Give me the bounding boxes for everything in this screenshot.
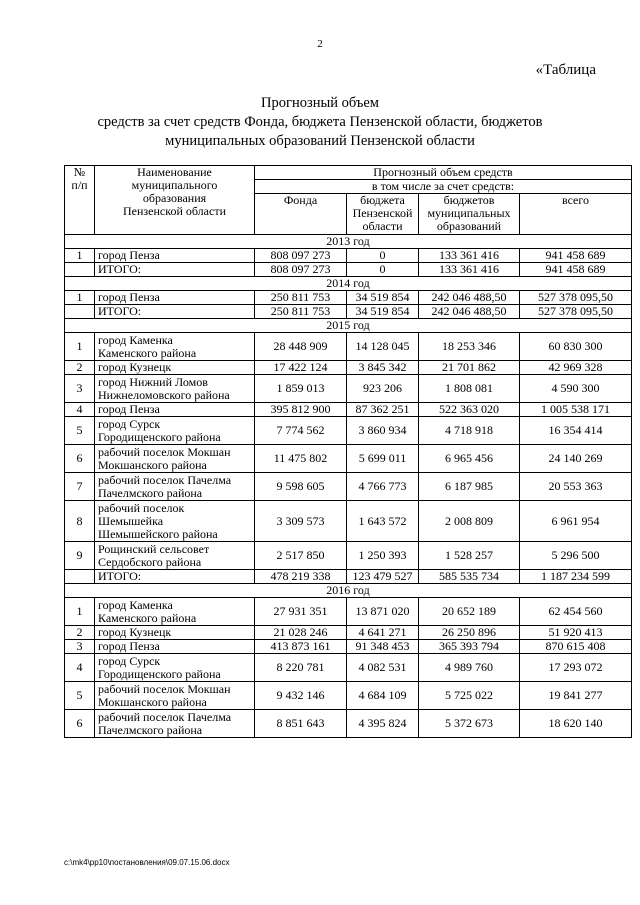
municipality-name: город Пенза [95,403,255,417]
row-number: 6 [65,445,95,473]
row-number: 1 [65,249,95,263]
total-value: 19 841 277 [520,682,632,710]
fund-value: 8 851 643 [255,710,347,738]
municipal-budget-value: 6 187 985 [419,473,520,501]
table-row [65,333,632,361]
year-label: 2014 год [65,277,632,291]
itogo-fund: 478 219 338 [255,570,347,584]
municipal-budget-value: 1 528 257 [419,542,520,570]
regional-budget-value: 923 206 [347,375,419,403]
regional-budget-value: 87 362 251 [347,403,419,417]
row-number: 4 [65,654,95,682]
municipality-name: город Пенза [95,249,255,263]
total-value: 870 615 408 [520,640,632,654]
municipality-name: город Каменка Каменского района [95,333,255,361]
municipal-budget-value: 522 363 020 [419,403,520,417]
total-value: 16 354 414 [520,417,632,445]
fund-value: 808 097 273 [255,249,347,263]
total-value: 17 293 072 [520,654,632,682]
total-value: 1 005 538 171 [520,403,632,417]
municipality-name: город Нижний Ломов Нижнеломовского района [95,375,255,403]
municipal-budget-value: 18 253 346 [419,333,520,361]
table-row [65,375,632,403]
year-label: 2015 год [65,319,632,333]
municipal-budget-value: 5 372 673 [419,710,520,738]
municipality-name: рабочий поселок Пачелма Пачелмского района [95,710,255,738]
title-line: средств за счет средств Фонда, бюджета Пензенской области, бюджетов [97,114,543,130]
municipal-budget-value: 6 965 456 [419,445,520,473]
fund-value: 395 812 900 [255,403,347,417]
forecast-table [64,165,632,738]
regional-budget-value: 13 871 020 [347,598,419,626]
table-row [65,598,632,626]
total-value: 18 620 140 [520,710,632,738]
regional-budget-value: 1 643 572 [347,501,419,542]
fund-value: 17 422 124 [255,361,347,375]
row-number: 5 [65,417,95,445]
municipality-name: рабочий поселок Шемышейка Шемышейского района [95,501,255,542]
table-row [65,654,632,682]
total-value: 60 830 300 [520,333,632,361]
regional-budget-value: 3 845 342 [347,361,419,375]
itogo-total: 1 187 234 599 [520,570,632,584]
fund-value: 1 859 013 [255,375,347,403]
municipality-name: город Кузнецк [95,626,255,640]
table-row [65,542,632,570]
itogo-label: ИТОГО: [95,263,255,277]
regional-budget-value: 4 684 109 [347,682,419,710]
regional-budget-value: 14 128 045 [347,333,419,361]
header-num: № п/п [65,166,95,235]
row-number: 2 [65,361,95,375]
file-path: c:\mk4\pp10\постановления\09.07.15.06.docx [64,858,230,867]
fund-value: 8 220 781 [255,654,347,682]
itogo-total: 941 458 689 [520,263,632,277]
itogo-row [65,263,632,277]
table-row [65,710,632,738]
regional-budget-value: 4 766 773 [347,473,419,501]
municipal-budget-value: 1 808 081 [419,375,520,403]
table-row [65,682,632,710]
total-value: 42 969 328 [520,361,632,375]
fund-value: 27 931 351 [255,598,347,626]
itogo-label: ИТОГО: [95,305,255,319]
regional-budget-value: 3 860 934 [347,417,419,445]
total-value: 527 378 095,50 [520,291,632,305]
row-number: 3 [65,375,95,403]
header-municipal: бюджетов муниципальных образований [419,194,520,235]
municipal-budget-value: 2 008 809 [419,501,520,542]
header-regional: бюджета Пензенской области [347,194,419,235]
fund-value: 9 598 605 [255,473,347,501]
table-row [65,640,632,654]
itogo-fund: 808 097 273 [255,263,347,277]
itogo-municipal: 133 361 416 [419,263,520,277]
total-value: 6 961 954 [520,501,632,542]
municipality-name: рабочий поселок Пачелма Пачелмского района [95,473,255,501]
row-number: 6 [65,710,95,738]
municipal-budget-value: 365 393 794 [419,640,520,654]
row-number: 4 [65,403,95,417]
itogo-label: ИТОГО: [95,570,255,584]
header-fund: Фонда [255,194,347,235]
itogo-municipal: 585 535 734 [419,570,520,584]
table-row [65,445,632,473]
regional-budget-value: 1 250 393 [347,542,419,570]
table-row [65,403,632,417]
fund-value: 250 811 753 [255,291,347,305]
row-number: 5 [65,682,95,710]
fund-value: 2 517 850 [255,542,347,570]
row-number: 1 [65,598,95,626]
total-value: 62 454 560 [520,598,632,626]
row-number: 2 [65,626,95,640]
year-row [65,235,632,249]
itogo-row [65,305,632,319]
total-value: 20 553 363 [520,473,632,501]
fund-value: 21 028 246 [255,626,347,640]
municipal-budget-value: 133 361 416 [419,249,520,263]
municipality-name: рабочий поселок Мокшан Мокшанского района [95,682,255,710]
fund-value: 28 448 909 [255,333,347,361]
row-number: 1 [65,333,95,361]
itogo-total: 527 378 095,50 [520,305,632,319]
fund-value: 9 432 146 [255,682,347,710]
page-number: 2 [317,38,323,50]
regional-budget-value: 4 395 824 [347,710,419,738]
title-line: муниципальных образований Пензенской области [165,133,475,149]
municipal-budget-value: 4 989 760 [419,654,520,682]
municipal-budget-value: 26 250 896 [419,626,520,640]
municipality-name: город Пенза [95,640,255,654]
row-number: 8 [65,501,95,542]
header-forecast: Прогнозный объем средств [255,166,632,180]
table-row [65,501,632,542]
municipal-budget-value: 20 652 189 [419,598,520,626]
itogo-municipal: 242 046 488,50 [419,305,520,319]
year-row [65,277,632,291]
header-including: в том числе за счет средств: [255,180,632,194]
municipality-name: город Пенза [95,291,255,305]
year-label: 2016 год [65,584,632,598]
total-value: 4 590 300 [520,375,632,403]
fund-value: 3 309 573 [255,501,347,542]
regional-budget-value: 5 699 011 [347,445,419,473]
municipality-name: рабочий поселок Мокшан Мокшанского района [95,445,255,473]
itogo-row [65,570,632,584]
row-number: 1 [65,291,95,305]
municipality-name: город Сурск Городищенского района [95,417,255,445]
itogo-regional: 0 [347,263,419,277]
municipal-budget-value: 5 725 022 [419,682,520,710]
regional-budget-value: 0 [347,249,419,263]
itogo-empty-cell [65,263,95,277]
itogo-empty-cell [65,305,95,319]
table-row [65,291,632,305]
year-row [65,584,632,598]
municipality-name: Рощинский сельсовет Сердобского района [95,542,255,570]
total-value: 941 458 689 [520,249,632,263]
total-value: 51 920 413 [520,626,632,640]
regional-budget-value: 34 519 854 [347,291,419,305]
municipality-name: город Сурск Городищенского района [95,654,255,682]
itogo-fund: 250 811 753 [255,305,347,319]
regional-budget-value: 4 641 271 [347,626,419,640]
fund-value: 413 873 161 [255,640,347,654]
municipality-name: город Кузнецк [95,361,255,375]
table-row [65,417,632,445]
total-value: 5 296 500 [520,542,632,570]
regional-budget-value: 91 348 453 [347,640,419,654]
total-value: 24 140 269 [520,445,632,473]
table-label: «Таблица [535,62,596,78]
itogo-regional: 34 519 854 [347,305,419,319]
regional-budget-value: 4 082 531 [347,654,419,682]
table-row [65,626,632,640]
year-label: 2013 год [65,235,632,249]
municipal-budget-value: 242 046 488,50 [419,291,520,305]
title-line: Прогнозный объем [261,95,379,111]
itogo-regional: 123 479 527 [347,570,419,584]
row-number: 7 [65,473,95,501]
municipal-budget-value: 4 718 918 [419,417,520,445]
row-number: 3 [65,640,95,654]
table-row [65,361,632,375]
municipal-budget-value: 21 701 862 [419,361,520,375]
header-total: всего [520,194,632,235]
row-number: 9 [65,542,95,570]
itogo-empty-cell [65,570,95,584]
table-row [65,249,632,263]
fund-value: 7 774 562 [255,417,347,445]
header-name: Наименование муниципального образования Пензенской области [95,166,255,235]
municipality-name: город Каменка Каменского района [95,598,255,626]
document-title [0,94,640,151]
year-row [65,319,632,333]
fund-value: 11 475 802 [255,445,347,473]
table-row [65,473,632,501]
